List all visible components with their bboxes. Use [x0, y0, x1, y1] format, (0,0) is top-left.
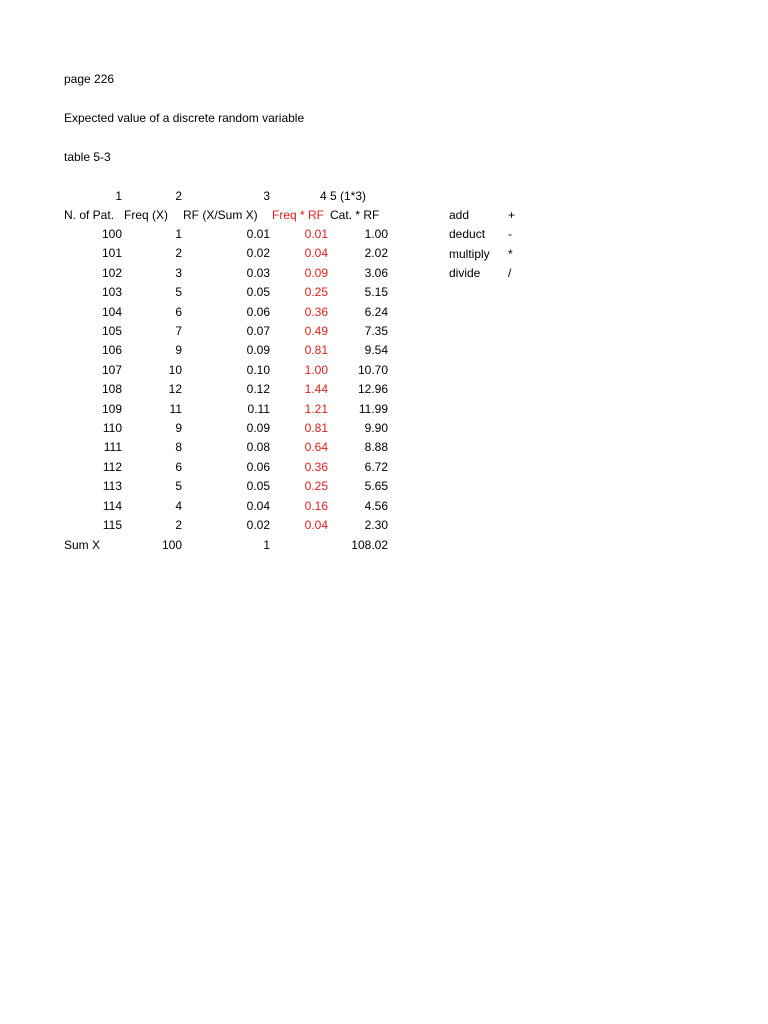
- table-row: [0, 518, 768, 537]
- cell-cat-rf: 1.00: [364, 227, 388, 241]
- operator-symbol: /: [508, 266, 512, 281]
- table-row: [0, 421, 768, 440]
- cell-freq-rf: 0.36: [304, 304, 328, 319]
- cell-freq-rf: 0.04: [304, 246, 328, 261]
- cell-freq-rf: 0.01: [304, 227, 328, 241]
- cell-freq-rf: 0.25: [304, 285, 328, 300]
- operator-item: [0, 247, 768, 266]
- cell-rf: 0.05: [246, 285, 270, 300]
- cell-freq: 4: [175, 498, 182, 513]
- cell-freq: 5: [175, 479, 182, 494]
- table-row: [0, 479, 768, 498]
- cell-n-of-pat: 111: [103, 440, 122, 455]
- cell-freq-rf: 1.44: [304, 382, 328, 397]
- column-number-3: 3: [263, 189, 270, 203]
- cell-n-of-pat: 106: [101, 343, 122, 358]
- cell-rf: 0.07: [246, 324, 270, 338]
- cell-rf: 0.09: [246, 343, 270, 358]
- cell-freq: 1: [175, 227, 182, 241]
- cell-rf: 0.09: [246, 421, 270, 435]
- cell-n-of-pat: 102: [101, 265, 122, 280]
- column-number-2: 2: [175, 189, 182, 203]
- cell-rf: 0.05: [246, 479, 270, 494]
- cell-n-of-pat: 107: [101, 362, 122, 377]
- cell-freq: 9: [175, 421, 182, 435]
- cell-freq: 5: [175, 285, 182, 300]
- cell-cat-rf: 5.15: [364, 285, 388, 300]
- cell-rf: 0.08: [246, 440, 270, 455]
- page-label: page 226: [64, 72, 115, 86]
- table-row: [0, 499, 768, 518]
- operator-symbol: -: [508, 227, 512, 242]
- cell-cat-rf: 7.35: [364, 324, 388, 338]
- sum-label: Sum X: [64, 538, 101, 552]
- operator-item: [0, 208, 768, 227]
- table-row: [0, 343, 768, 362]
- operator-name: deduct: [449, 227, 486, 242]
- header-freq: Freq (X): [124, 208, 169, 222]
- cell-n-of-pat: 101: [101, 246, 122, 261]
- cell-freq-rf: 0.36: [304, 459, 328, 474]
- cell-n-of-pat: 112: [102, 459, 122, 474]
- table-label: table 5-3: [64, 150, 111, 164]
- cell-n-of-pat: 108: [101, 382, 122, 397]
- cell-freq: 10: [168, 362, 182, 377]
- cell-rf: 0.03: [246, 265, 270, 280]
- cell-n-of-pat: 104: [101, 304, 122, 319]
- cell-cat-rf: 3.06: [364, 265, 388, 280]
- cell-freq: 2: [175, 246, 182, 261]
- table-row: [0, 305, 768, 324]
- operator-item: [0, 227, 768, 246]
- cell-n-of-pat: 115: [102, 518, 122, 532]
- cell-n-of-pat: 110: [102, 421, 122, 435]
- cell-cat-rf: 6.24: [364, 304, 388, 319]
- cell-freq: 7: [175, 324, 182, 338]
- cell-freq-rf: 0.09: [304, 265, 328, 280]
- header-rf: RF (X/Sum X): [183, 208, 258, 222]
- cell-cat-rf: 11.99: [358, 401, 388, 416]
- cell-n-of-pat: 113: [102, 479, 122, 494]
- cell-cat-rf: 12.96: [357, 382, 388, 397]
- sum-rf: 1: [263, 538, 270, 552]
- cell-freq: 2: [175, 518, 182, 532]
- cell-rf: 0.12: [246, 382, 270, 397]
- cell-freq: 11: [169, 401, 182, 416]
- cell-n-of-pat: 103: [101, 285, 122, 300]
- cell-rf: 0.11: [247, 401, 270, 416]
- header-n-of-pat: N. of Pat.: [64, 208, 115, 222]
- cell-cat-rf: 2.02: [364, 246, 388, 261]
- table-row: [0, 285, 768, 304]
- cell-freq-rf: 0.16: [304, 498, 328, 513]
- sum-freq: 100: [161, 538, 182, 552]
- cell-n-of-pat: 114: [102, 498, 122, 513]
- table-row: [0, 440, 768, 459]
- cell-cat-rf: 5.65: [364, 479, 388, 494]
- table-row: [0, 382, 768, 401]
- cell-rf: 0.04: [246, 498, 270, 513]
- cell-rf: 0.06: [246, 304, 270, 319]
- cell-freq: 12: [168, 382, 182, 397]
- cell-freq: 8: [175, 440, 182, 455]
- cell-freq-rf: 0.04: [304, 518, 328, 532]
- cell-rf: 0.02: [246, 246, 270, 261]
- cell-freq-rf: 0.25: [304, 479, 328, 494]
- sum-cat-rf: 108.02: [351, 538, 388, 552]
- cell-cat-rf: 10.70: [357, 362, 388, 377]
- cell-cat-rf: 6.72: [364, 459, 388, 474]
- cell-freq-rf: 0.81: [304, 343, 328, 358]
- header-cat-rf: Cat. * RF: [330, 208, 380, 222]
- column-number-4-5: 4 5 (1*3): [320, 189, 367, 203]
- cell-freq-rf: 0.81: [304, 421, 328, 435]
- table-row: [0, 402, 768, 421]
- header-freq-rf: Freq * RF: [272, 208, 325, 222]
- cell-freq-rf: 0.49: [304, 324, 328, 338]
- cell-rf: 0.10: [246, 362, 270, 377]
- document-heading: Expected value of a discrete random variable: [64, 111, 305, 125]
- cell-n-of-pat: 100: [101, 227, 122, 241]
- cell-freq-rf: 1.21: [304, 401, 328, 416]
- cell-freq: 9: [175, 343, 182, 358]
- operator-symbol: *: [508, 246, 513, 261]
- cell-n-of-pat: 105: [101, 324, 122, 338]
- cell-freq: 6: [175, 459, 182, 474]
- table-row: [0, 363, 768, 382]
- cell-rf: 0.02: [246, 518, 270, 532]
- cell-cat-rf: 2.30: [364, 518, 388, 532]
- cell-cat-rf: 4.56: [364, 498, 388, 513]
- operator-symbol: +: [508, 208, 516, 222]
- cell-rf: 0.01: [246, 227, 270, 241]
- operator-name: add: [449, 208, 470, 222]
- table-row: [0, 460, 768, 479]
- operator-name: divide: [449, 266, 481, 281]
- cell-rf: 0.06: [246, 459, 270, 474]
- operator-name: multiply: [449, 246, 490, 261]
- cell-freq: 6: [175, 304, 182, 319]
- operator-item: [0, 266, 768, 285]
- column-number-1: 1: [115, 189, 122, 203]
- cell-freq-rf: 0.64: [304, 440, 328, 455]
- cell-freq: 3: [175, 265, 182, 280]
- cell-n-of-pat: 109: [101, 401, 122, 416]
- cell-cat-rf: 9.90: [364, 421, 388, 435]
- cell-freq-rf: 1.00: [304, 362, 328, 377]
- cell-cat-rf: 9.54: [364, 343, 388, 358]
- table-row: [0, 324, 768, 343]
- cell-cat-rf: 8.88: [364, 440, 388, 455]
